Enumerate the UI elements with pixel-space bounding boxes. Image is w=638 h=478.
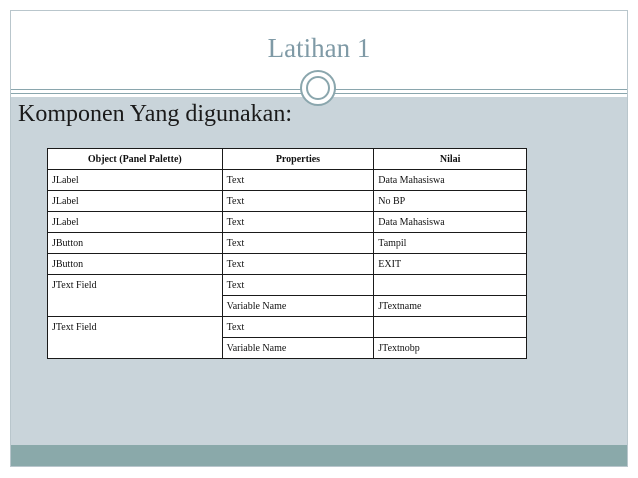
table-row — [48, 233, 527, 254]
table-row — [48, 170, 527, 191]
cell-object: JLabel — [48, 191, 223, 212]
cell-property: Text — [222, 275, 374, 296]
cell-object: JButton — [48, 254, 223, 275]
cell-object: JText Field — [48, 275, 223, 317]
cell-value — [374, 275, 527, 296]
cell-property: Variable Name — [222, 296, 374, 317]
cell-value: JTextname — [374, 296, 527, 317]
ring-inner-circle — [306, 76, 330, 100]
table-row — [48, 212, 527, 233]
slide-title: Latihan 1 — [267, 33, 371, 63]
cell-value: EXIT — [374, 254, 527, 275]
cell-value: Tampil — [374, 233, 527, 254]
column-header-nilai: Nilai — [374, 149, 527, 170]
cell-value: No BP — [374, 191, 527, 212]
footer-band — [11, 445, 627, 466]
column-header-properties: Properties — [222, 149, 374, 170]
cell-property: Variable Name — [222, 338, 374, 359]
cell-object: JLabel — [48, 170, 223, 191]
cell-property: Text — [222, 317, 374, 338]
cell-object: JLabel — [48, 212, 223, 233]
cell-property: Text — [222, 233, 374, 254]
cell-object: JButton — [48, 233, 223, 254]
cell-value: JTextnobp — [374, 338, 527, 359]
column-header-object: Object (Panel Palette) — [48, 149, 223, 170]
cell-value: Data Mahasiswa — [374, 170, 527, 191]
table-row — [48, 254, 527, 275]
cell-object: JText Field — [48, 317, 223, 359]
cell-value — [374, 317, 527, 338]
table-row — [48, 191, 527, 212]
cell-value: Data Mahasiswa — [374, 212, 527, 233]
cell-property: Text — [222, 254, 374, 275]
cell-property: Text — [222, 170, 374, 191]
table-row — [48, 275, 527, 296]
ring-ornament-icon — [300, 70, 336, 106]
cell-property: Text — [222, 212, 374, 233]
table-row — [48, 317, 527, 338]
table-header-row — [48, 149, 527, 170]
cell-property: Text — [222, 191, 374, 212]
section-heading: Komponen Yang digunakan: — [18, 101, 292, 127]
components-table — [47, 148, 527, 359]
